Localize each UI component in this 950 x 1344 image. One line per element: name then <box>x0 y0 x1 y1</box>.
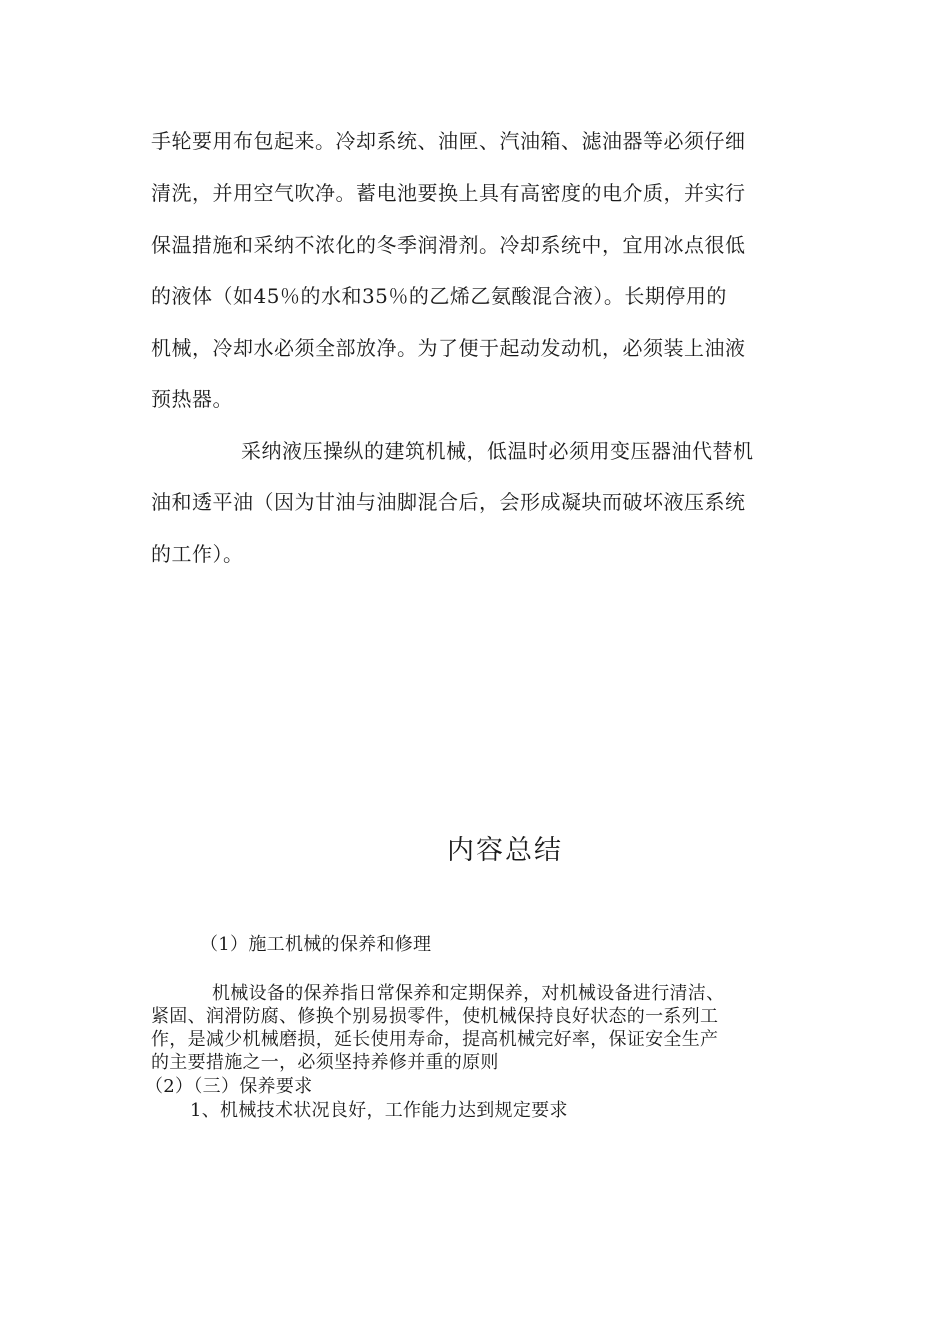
text-line: 手轮要用布包起来。冷却系统、油匣、汽油箱、滤油器等必须仔细 <box>151 129 746 153</box>
text-line: 机械设备的保养指日常保养和定期保养，对机械设备进行清洁、 <box>212 983 725 1004</box>
text-line: 作，是减少机械磨损，延长使用寿命，提高机械完好率，保证安全生产 <box>151 1029 719 1050</box>
text-line: 保温措施和采纳不浓化的冬季润滑剂。冷却系统中，宜用冰点很低 <box>151 233 746 257</box>
text-line: 的工作）。 <box>151 542 244 566</box>
text-line: 清洗，并用空气吹净。蓄电池要换上具有高密度的电介质，并实行 <box>151 181 746 205</box>
summary-item-1: （1）施工机械的保养和修理 <box>200 934 432 955</box>
summary-item-2: （2）（三）保养要求 <box>145 1076 313 1097</box>
text-line: 紧固、润滑防腐、修换个别易损零件，使机械保持良好状态的一系列工 <box>151 1006 719 1027</box>
summary-item-3: 1、机械技术状况良好，工作能力达到规定要求 <box>190 1100 568 1121</box>
text-line: 油和透平油（因为甘油与油脚混合后，会形成凝块而破坏液压系统 <box>151 490 746 514</box>
text-line: 的液体（如45％的水和35％的乙烯乙氨酸混合液）。长期停用的 <box>151 284 727 308</box>
text-line: 机械，冷却水必须全部放净。为了便于起动发动机，必须装上油液 <box>151 336 746 360</box>
text-line: 采纳液压操纵的建筑机械，低温时必须用变压器油代替机 <box>241 439 754 463</box>
text-line: 预热器。 <box>151 387 233 411</box>
summary-title: 内容总结 <box>447 835 563 866</box>
text-line: 的主要措施之一，必须坚持养修并重的原则 <box>151 1052 499 1073</box>
